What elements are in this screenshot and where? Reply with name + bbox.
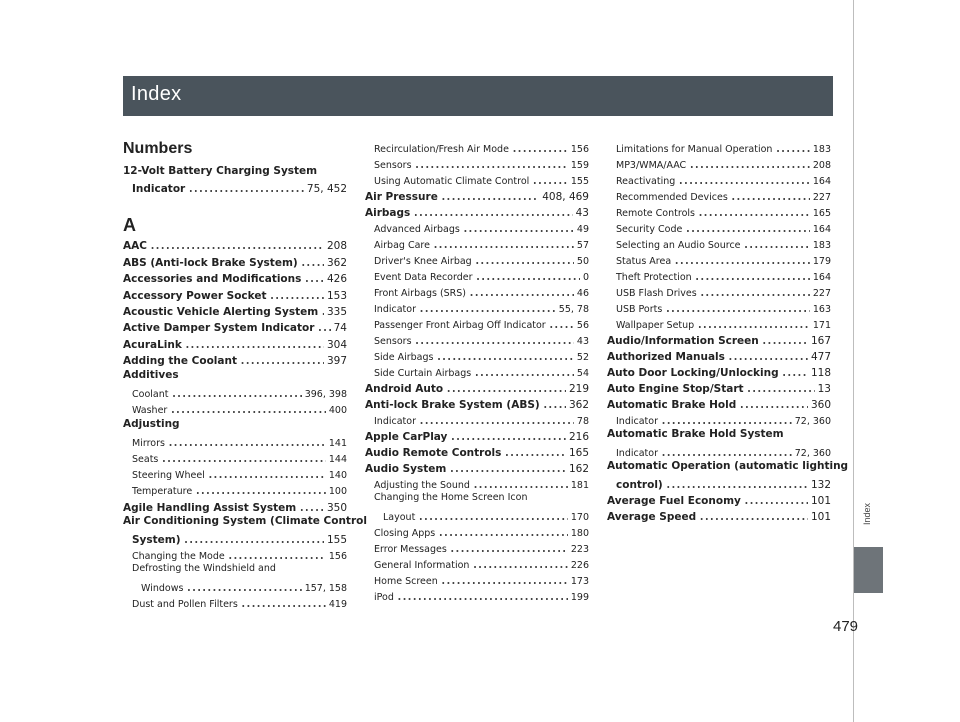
- entry-line: Automatic Brake Hold System: [607, 428, 784, 440]
- index-subentry[interactable]: Airbag Care ..... 57: [365, 236, 589, 250]
- index-subentry[interactable]: Indicator ..... 72, 360: [607, 444, 831, 458]
- index-subentry[interactable]: Sensors ..... 43: [365, 332, 589, 346]
- index-subentry[interactable]: Remote Controls ..... 165: [607, 204, 831, 218]
- index-entry[interactable]: Air Pressure ..... 408, 469: [365, 188, 589, 202]
- side-tab-label: Index: [862, 503, 872, 526]
- index-entry[interactable]: Auto Door Locking/Unlocking ..... 118: [607, 364, 831, 378]
- index-subentry[interactable]: Theft Protection ..... 164: [607, 268, 831, 282]
- side-index-tab[interactable]: [853, 0, 884, 722]
- index-entry[interactable]: Airbags ..... 43: [365, 204, 589, 218]
- entry-line: Air Conditioning System (Climate Control: [123, 515, 367, 527]
- side-tab-marker: [854, 547, 883, 593]
- index-subentry[interactable]: Recirculation/Fresh Air Mode ..... 156: [365, 140, 589, 154]
- index-subentry[interactable]: Washer ..... 400: [123, 401, 347, 415]
- index-entry[interactable]: Agile Handling Assist System ..... 350: [123, 499, 347, 513]
- index-subentry[interactable]: Indicator ..... 55, 78: [365, 300, 589, 314]
- index-subentry[interactable]: Security Code ..... 164: [607, 220, 831, 234]
- index-subentry[interactable]: MP3/WMA/AAC ..... 208: [607, 156, 831, 170]
- index-subentry[interactable]: Selecting an Audio Source ..... 183: [607, 236, 831, 250]
- section-heading-a: A: [123, 215, 136, 235]
- index-entry[interactable]: Automatic Brake Hold ..... 360: [607, 396, 831, 410]
- index-subentry[interactable]: Dust and Pollen Filters ..... 419: [123, 595, 347, 609]
- index-entry[interactable]: Auto Engine Stop/Start ..... 13: [607, 380, 831, 394]
- index-subentry[interactable]: Front Airbags (SRS) ..... 46: [365, 284, 589, 298]
- index-subentry[interactable]: Sensors ..... 159: [365, 156, 589, 170]
- index-subentry[interactable]: General Information ..... 226: [365, 556, 589, 570]
- index-entry[interactable]: Audio Remote Controls ..... 165: [365, 444, 589, 458]
- index-subentry[interactable]: Driver's Knee Airbag ..... 50: [365, 252, 589, 266]
- index-entry[interactable]: Active Damper System Indicator ..... 74: [123, 319, 347, 333]
- index-subentry[interactable]: USB Flash Drives ..... 227: [607, 284, 831, 298]
- index-entry[interactable]: Apple CarPlay ..... 216: [365, 428, 589, 442]
- index-entry[interactable]: Android Auto ..... 219: [365, 380, 589, 394]
- index-entry[interactable]: Average Fuel Economy ..... 101: [607, 492, 831, 506]
- index-subentry[interactable]: Mirrors ..... 141: [123, 434, 347, 448]
- index-subentry[interactable]: Event Data Recorder ..... 0: [365, 268, 589, 282]
- index-subentry[interactable]: Windows ..... 157, 158: [123, 579, 347, 593]
- index-subentry[interactable]: Recommended Devices ..... 227: [607, 188, 831, 202]
- index-subentry[interactable]: Side Curtain Airbags ..... 54: [365, 364, 589, 378]
- index-entry[interactable]: Audio System ..... 162: [365, 460, 589, 474]
- index-subentry[interactable]: Advanced Airbags ..... 49: [365, 220, 589, 234]
- index-column-2: [365, 0, 589, 722]
- index-entry[interactable]: Accessories and Modifications ..... 426: [123, 270, 347, 284]
- entry-group-label[interactable]: Adjusting: [123, 418, 180, 430]
- index-subentry[interactable]: Indicator ..... 72, 360: [607, 412, 831, 426]
- index-entry[interactable]: Indicator ..... 75, 452: [123, 180, 347, 194]
- side-tab-divider: [853, 0, 854, 722]
- index-entry[interactable]: Anti-lock Brake System (ABS) ..... 362: [365, 396, 589, 410]
- index-entry[interactable]: ABS (Anti-lock Brake System) ..... 362: [123, 254, 347, 268]
- index-entry[interactable]: Authorized Manuals ..... 477: [607, 348, 831, 362]
- index-subentry[interactable]: Steering Wheel ..... 140: [123, 466, 347, 480]
- index-entry[interactable]: control) ..... 132: [607, 476, 831, 490]
- section-heading-numbers: Numbers: [123, 140, 193, 157]
- index-entry[interactable]: AcuraLink ..... 304: [123, 336, 347, 350]
- index-subentry[interactable]: Indicator ..... 78: [365, 412, 589, 426]
- index-subentry[interactable]: Error Messages ..... 223: [365, 540, 589, 554]
- page-title: Index: [131, 83, 182, 105]
- index-entry[interactable]: AAC ..... 208: [123, 237, 347, 251]
- index-subentry[interactable]: Closing Apps ..... 180: [365, 524, 589, 538]
- index-subentry[interactable]: USB Ports ..... 163: [607, 300, 831, 314]
- index-subentry[interactable]: Adjusting the Sound ..... 181: [365, 476, 589, 490]
- index-subentry[interactable]: Reactivating ..... 164: [607, 172, 831, 186]
- index-subentry[interactable]: iPod ..... 199: [365, 588, 589, 602]
- index-subentry[interactable]: Temperature ..... 100: [123, 482, 347, 496]
- index-subentry[interactable]: Using Automatic Climate Control ..... 155: [365, 172, 589, 186]
- index-entry[interactable]: Acoustic Vehicle Alerting System ..... 335: [123, 303, 347, 317]
- index-entry[interactable]: Average Speed ..... 101: [607, 508, 831, 522]
- index-subentry[interactable]: Coolant ..... 396, 398: [123, 385, 347, 399]
- index-entry[interactable]: Adding the Coolant ..... 397: [123, 352, 347, 366]
- page-number: 479: [833, 618, 859, 635]
- index-entry[interactable]: System) ..... 155: [123, 531, 347, 545]
- index-entry[interactable]: Accessory Power Socket ..... 153: [123, 287, 347, 301]
- entry-group-label[interactable]: Additives: [123, 369, 179, 381]
- index-subentry[interactable]: Side Airbags ..... 52: [365, 348, 589, 362]
- index-subentry[interactable]: Layout ..... 170: [365, 508, 589, 522]
- subentry-line: Changing the Home Screen Icon: [374, 492, 528, 503]
- index-subentry[interactable]: Passenger Front Airbag Off Indicator ..... 56: [365, 316, 589, 330]
- entry-line: Automatic Operation (automatic lighting: [607, 460, 849, 472]
- index-entry[interactable]: Audio/Information Screen ..... 167: [607, 332, 831, 346]
- index-subentry[interactable]: Seats ..... 144: [123, 450, 347, 464]
- index-column-1: [123, 0, 367, 722]
- index-subentry[interactable]: Changing the Mode ..... 156: [123, 547, 347, 561]
- subentry-line: Defrosting the Windshield and: [132, 563, 276, 574]
- index-subentry[interactable]: Limitations for Manual Operation ..... 183: [607, 140, 831, 154]
- index-subentry[interactable]: Status Area ..... 179: [607, 252, 831, 266]
- index-subentry[interactable]: Wallpaper Setup ..... 171: [607, 316, 831, 330]
- index-subentry[interactable]: Home Screen ..... 173: [365, 572, 589, 586]
- entry-line: 12-Volt Battery Charging System: [123, 165, 318, 177]
